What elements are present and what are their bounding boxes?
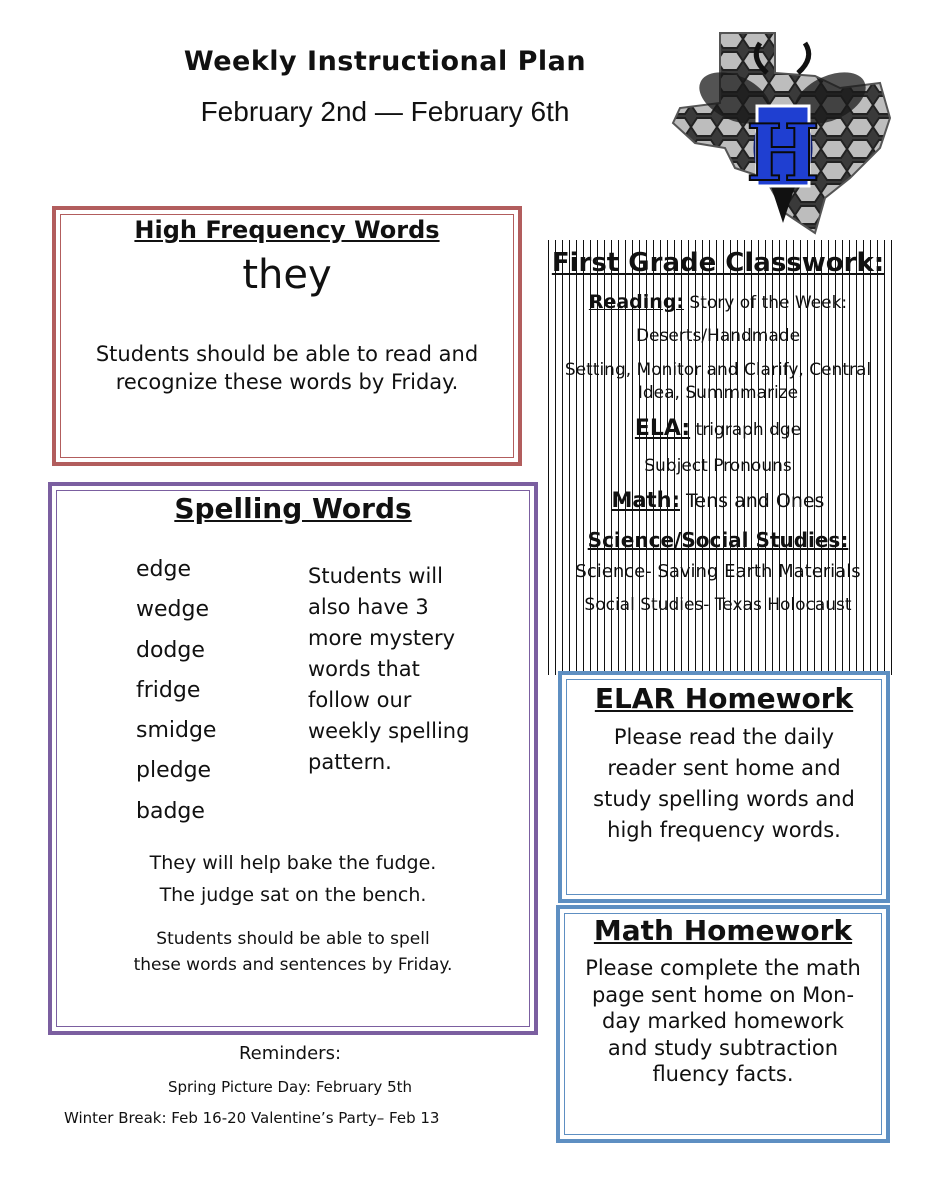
- homework-line: Please read the daily: [613, 725, 835, 749]
- hornet-texas-logo-icon: [665, 28, 895, 238]
- logo-letter: H: [746, 108, 820, 199]
- reading-text: Story of the Week:: [684, 293, 848, 313]
- homework-line: fluency facts.: [652, 1062, 794, 1086]
- note-line: words that: [308, 657, 420, 681]
- spelling-word: edge: [136, 557, 191, 582]
- homework-line: page sent home on Mon-: [591, 982, 855, 1007]
- math-row: [542, 488, 894, 512]
- math-homework-text: [558, 955, 888, 1088]
- reading-label: Reading:: [588, 291, 685, 313]
- ela-label: ELA:: [634, 416, 691, 441]
- spelling-word: badge: [136, 798, 205, 824]
- spelling-word: pledge: [136, 758, 212, 784]
- high-frequency-heading: High Frequency Words: [134, 216, 440, 244]
- spelling-sentence: The judge sat on the bench.: [159, 884, 427, 906]
- homework-line: and study subtraction: [607, 1035, 839, 1060]
- spelling-heading: Spelling Words: [174, 492, 412, 525]
- high-frequency-note: [70, 340, 504, 396]
- note-line: weekly spelling: [308, 719, 470, 743]
- spelling-word: wedge: [136, 597, 209, 623]
- spelling-word: dodge: [136, 637, 205, 663]
- note-line: follow our: [308, 688, 412, 712]
- school-logo: [665, 28, 895, 238]
- high-frequency-box: [52, 206, 522, 466]
- homework-line: day marked homework: [602, 1009, 844, 1033]
- reading-skills: Setting, Monitor and Clarify, Central: [564, 360, 872, 380]
- homework-line: high frequency words.: [607, 818, 841, 842]
- social-studies-text: Social Studies- Texas Holocaust: [584, 595, 852, 615]
- reading-row: [542, 291, 894, 313]
- science-text: Science- Saving Earth Materials: [575, 561, 861, 582]
- reminders-heading: Reminders:: [238, 1043, 342, 1064]
- math-label: Math:: [611, 488, 680, 512]
- spelling-sentences: [48, 847, 538, 911]
- spelling-footer-line: Students should be able to spell: [156, 929, 430, 949]
- note-line: more mystery: [308, 626, 456, 650]
- high-frequency-note-line: recognize these words by Friday.: [115, 370, 459, 394]
- reminder-item: Spring Picture Day: February 5th: [167, 1078, 413, 1096]
- homework-line: reader sent home and: [607, 756, 841, 780]
- math-homework-heading: Math Homework: [593, 914, 853, 947]
- high-frequency-note-line: Students should be able to read and: [95, 342, 479, 366]
- high-frequency-word: they: [242, 252, 332, 298]
- spelling-word: fridge: [136, 677, 201, 703]
- homework-line: Please complete the math: [585, 956, 861, 980]
- classwork-heading: First Grade Classwork:: [551, 248, 885, 278]
- spelling-word: smidge: [136, 718, 217, 744]
- note-line: Students will: [308, 564, 443, 588]
- elar-homework-heading: ELAR Homework: [594, 682, 854, 715]
- page-title: Weekly Instructional Plan: [183, 46, 587, 77]
- reading-story: Deserts/Handmade: [635, 326, 801, 346]
- spelling-footer-line: these words and sentences by Friday.: [133, 955, 453, 975]
- date-range: February 2nd — February 6th: [200, 96, 570, 127]
- math-text: Tens and Ones: [680, 490, 825, 512]
- note-line: pattern.: [308, 750, 392, 774]
- spelling-sentence: They will help bake the fudge.: [149, 852, 437, 874]
- ela-row: [542, 416, 894, 441]
- reminder-item: Winter Break: Feb 16-20 Valentine’s Party– Feb 13: [64, 1109, 440, 1127]
- ela-text-2: Subject Pronouns: [644, 456, 792, 476]
- spelling-footer: [48, 926, 538, 978]
- ela-text: trigraph dge: [690, 420, 802, 440]
- homework-line: study spelling words and: [593, 787, 855, 811]
- mystery-words-note: [308, 561, 498, 778]
- science-social-label: Science/Social Studies:: [587, 528, 849, 552]
- note-line: also have 3: [308, 595, 429, 619]
- spelling-word-list: [136, 555, 286, 837]
- elar-homework-text: [559, 722, 889, 846]
- reading-skills: Idea, Summmarize: [637, 383, 799, 403]
